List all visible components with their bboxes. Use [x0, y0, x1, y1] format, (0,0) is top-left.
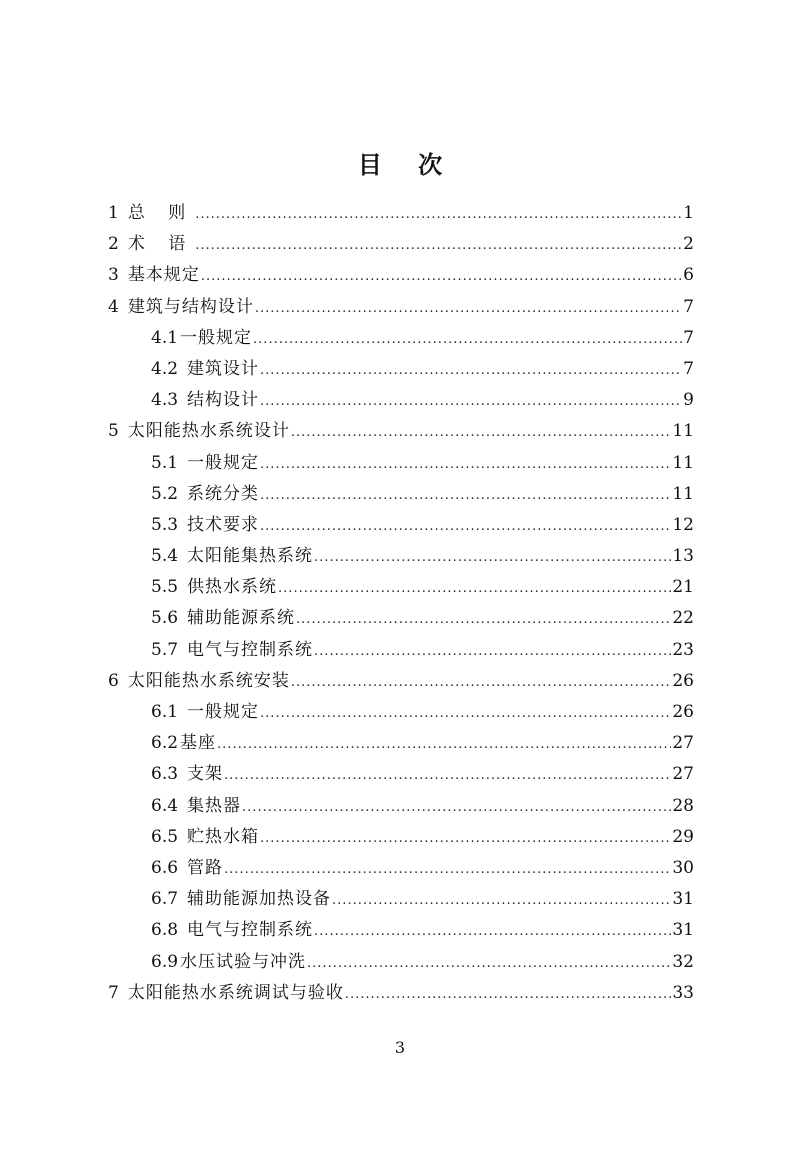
toc-entry-6-6[interactable]	[108, 853, 694, 884]
toc-entry-number: 3	[108, 265, 119, 286]
toc-entry-6-1[interactable]	[108, 697, 694, 728]
toc-entry-4[interactable]	[108, 292, 694, 323]
toc-leader-dots	[260, 449, 671, 480]
page-number: 3	[394, 1038, 406, 1057]
toc-entry-7[interactable]	[108, 978, 694, 1009]
toc-leader-dots	[260, 386, 682, 417]
toc-leader-dots	[195, 199, 682, 230]
toc-entry-5-4[interactable]	[108, 541, 694, 572]
toc-entry-5[interactable]	[108, 416, 694, 447]
toc-entry-page: 11	[672, 452, 694, 473]
toc-entry-page: 29	[672, 826, 694, 847]
toc-entry-label: 辅助能源系统	[187, 608, 296, 629]
toc-leader-dots	[296, 604, 671, 635]
toc-entry-page: 21	[672, 577, 694, 598]
toc-entry-label: 建筑与结构设计	[127, 296, 254, 317]
toc-entry-label: 电气与控制系统	[187, 639, 314, 660]
toc-entry-label: 一般规定	[187, 452, 260, 473]
toc-entry-page: 12	[672, 514, 694, 535]
toc-entry-page: 31	[672, 889, 694, 910]
toc-entry-page: 11	[672, 483, 694, 504]
toc-entry-page: 26	[672, 670, 694, 691]
toc-entry-label: 太阳能热水系统调试与验收	[127, 982, 344, 1003]
toc-entry-label: 集热器	[187, 795, 242, 816]
toc-entry-page: 27	[672, 764, 694, 785]
toc-entry-6-4[interactable]	[108, 791, 694, 822]
toc-entry-2[interactable]	[108, 229, 694, 260]
toc-leader-dots	[260, 480, 671, 511]
toc-leader-dots	[314, 916, 671, 947]
toc-entry-4-3[interactable]	[108, 385, 694, 416]
toc-entry-number: 1	[108, 203, 119, 223]
toc-entry-number: 4.2	[151, 358, 179, 379]
toc-entry-page: 9	[683, 390, 694, 411]
toc-leader-dots	[314, 636, 671, 667]
toc-entry-number: 5.5	[151, 577, 179, 598]
toc-entry-number: 6.6	[151, 857, 179, 878]
toc-entry-number: 6.9	[151, 951, 179, 972]
toc-entry-4-1[interactable]	[108, 323, 694, 354]
toc-entry-page: 23	[672, 639, 694, 660]
toc-entry-label: 基本规定	[127, 265, 200, 286]
toc-entry-number: 6.5	[151, 826, 179, 847]
toc-leader-dots	[195, 230, 682, 261]
toc-entry-number: 6.4	[151, 795, 179, 816]
toc-entry-number: 6.2	[151, 733, 179, 754]
toc-entry-label: 结构设计	[187, 390, 260, 411]
toc-entry-4-2[interactable]	[108, 354, 694, 385]
toc-entry-label: 支架	[187, 764, 224, 785]
toc-entry-page: 7	[683, 296, 694, 317]
toc-entry-page: 7	[683, 358, 694, 379]
toc-leader-dots	[291, 417, 672, 448]
toc-entry-page: 31	[672, 920, 694, 941]
toc-entry-number: 5.4	[151, 546, 179, 567]
toc-entry-page: 32	[672, 951, 694, 972]
toc-entry-page: 1	[683, 203, 694, 223]
toc-entry-number: 5.6	[151, 608, 179, 629]
toc-entry-label: 技术要求	[187, 514, 260, 535]
toc-entry-5-6[interactable]	[108, 603, 694, 634]
toc-entry-5-7[interactable]	[108, 635, 694, 666]
toc-leader-dots	[345, 979, 672, 1010]
toc-entry-label: 贮热水箱	[187, 826, 260, 847]
toc-entry-number: 4	[108, 296, 119, 317]
toc-leader-dots	[224, 760, 671, 791]
toc-leader-dots	[307, 948, 671, 979]
toc-entry-number: 2	[108, 234, 119, 255]
toc-entry-number: 5.2	[151, 483, 179, 504]
toc-entry-5-5[interactable]	[108, 572, 694, 603]
toc-entry-label: 供热水系统	[187, 577, 278, 598]
toc-entry-label: 总 则	[127, 203, 195, 223]
toc-leader-dots	[253, 324, 682, 355]
toc-entry-6-2[interactable]	[108, 728, 694, 759]
toc-entry-6-5[interactable]	[108, 822, 694, 853]
toc-entry-number: 4.3	[151, 390, 179, 411]
toc-entry-number: 5.1	[151, 452, 179, 473]
toc-entry-number: 6	[108, 670, 119, 691]
toc-entry-number: 6.3	[151, 764, 179, 785]
toc-title: 目 次	[357, 150, 457, 179]
toc-entry-page: 13	[672, 546, 694, 567]
toc-entry-number: 4.1	[151, 327, 179, 348]
toc-entry-label: 太阳能热水系统安装	[127, 670, 290, 691]
toc-leader-dots	[314, 542, 671, 573]
toc-entry-page: 11	[672, 421, 694, 442]
toc-entry-label: 术 语	[127, 234, 195, 255]
toc-entry-number: 5	[108, 421, 119, 442]
toc-leader-dots	[260, 355, 682, 386]
table-of-contents	[108, 198, 694, 1009]
toc-entry-6-7[interactable]	[108, 884, 694, 915]
toc-entry-label: 系统分类	[187, 483, 260, 504]
toc-leader-dots	[260, 698, 671, 729]
toc-entry-label: 水压试验与冲洗	[180, 951, 307, 972]
toc-leader-dots	[332, 885, 671, 916]
toc-entry-page: 6	[683, 265, 694, 286]
toc-entry-number: 6.1	[151, 702, 179, 722]
toc-entry-5-3[interactable]	[108, 510, 694, 541]
toc-entry-page: 7	[683, 327, 694, 348]
toc-entry-label: 太阳能热水系统设计	[127, 421, 290, 442]
toc-entry-number: 7	[108, 982, 119, 1003]
toc-leader-dots	[217, 729, 671, 760]
toc-entry-3[interactable]	[108, 260, 694, 291]
toc-entry-6[interactable]	[108, 666, 694, 697]
toc-entry-label: 辅助能源加热设备	[187, 889, 332, 910]
toc-entry-6-3[interactable]	[108, 759, 694, 790]
toc-entry-label: 管路	[187, 857, 224, 878]
toc-entry-page: 33	[672, 982, 694, 1003]
toc-leader-dots	[242, 792, 671, 823]
toc-entry-label: 一般规定	[180, 327, 253, 348]
toc-leader-dots	[224, 854, 671, 885]
toc-leader-dots	[260, 823, 671, 854]
toc-entry-5-1[interactable]	[108, 448, 694, 479]
toc-entry-label: 电气与控制系统	[187, 920, 314, 941]
toc-leader-dots	[278, 573, 671, 604]
toc-entry-1[interactable]	[108, 198, 694, 229]
toc-entry-label: 基座	[180, 733, 217, 754]
toc-entry-label: 建筑设计	[187, 358, 260, 379]
toc-entry-number: 5.3	[151, 514, 179, 535]
toc-entry-page: 28	[672, 795, 694, 816]
toc-entry-page: 30	[672, 857, 694, 878]
toc-entry-page: 27	[672, 733, 694, 754]
toc-leader-dots	[201, 261, 682, 292]
toc-entry-page: 26	[672, 702, 694, 722]
toc-entry-6-8[interactable]	[108, 915, 694, 946]
toc-entry-number: 6.7	[151, 889, 179, 910]
toc-entry-number: 5.7	[151, 639, 179, 660]
toc-entry-number: 6.8	[151, 920, 179, 941]
toc-leader-dots	[291, 667, 672, 698]
toc-leader-dots	[255, 293, 682, 324]
toc-entry-label: 一般规定	[187, 702, 260, 722]
toc-entry-label: 太阳能集热系统	[187, 546, 314, 567]
toc-entry-page: 22	[672, 608, 694, 629]
toc-entry-5-2[interactable]	[108, 479, 694, 510]
toc-entry-page: 2	[683, 234, 694, 255]
toc-entry-6-9[interactable]	[108, 947, 694, 978]
toc-leader-dots	[260, 511, 671, 542]
